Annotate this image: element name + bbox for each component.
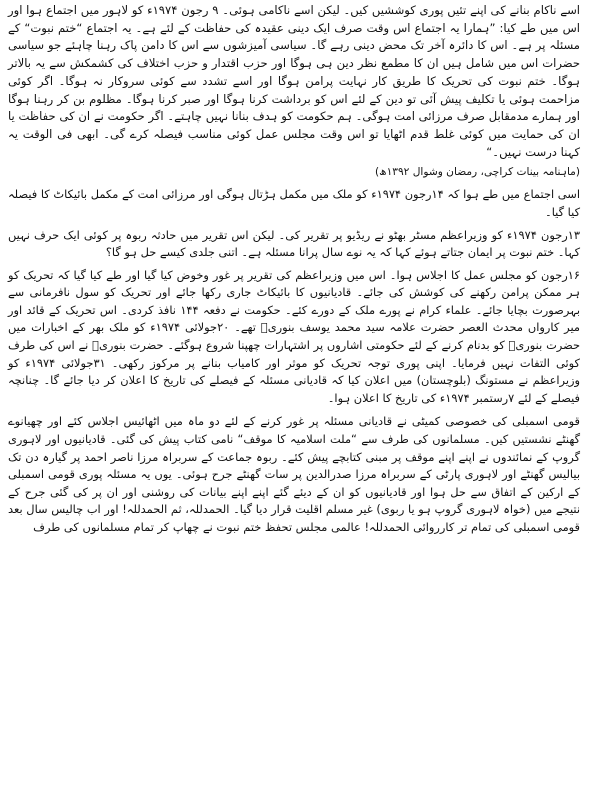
quoted-resolution: اسے ناکام بنانے کی اپنے تئیں پوری کوششیں کیں۔ لیکن اسے ناکامی ہوئی۔ ۹ رجون ۱۹۷۴ء کو لاہور میں اجتماع ہوا اور اس میں طے کیا: ”ہمارا یہ اجتماع اس وقت صرف ایک دینی عقیدہ کی حفاظت کے لئے ہے۔ یہ اجتماع “ختم نبوت“ کے مسئلہ پر ہے۔ اس کا دائرہ آخر تک محض دینی رہے گا۔ سیاسی آمیزشوں سے اس کا دامن پاک رہنا چاہئے جو سیاسی حضرات اس میں شامل ہیں ان کا مطمع نظر دین ہی ہوگا اور حزب اقتدار و حزب اختلاف کی کشمکش سے یہ بالاتر ہوگا۔ ختم نبوت کی تحریک کا طریق کار نہایت پرامن ہوگا اور اسے تشدد سے کوئی سروکار نہ ہوگا۔ اگر کوئی مزاحمت ہوئی یا تکلیف پیش آئی تو دین کے لئے اس کو برداشت کرنا ہوگا اور صبر کرنا ہوگا۔ مظلوم بن کر رہنا ہوگا اور ہمارے مدمقابل صرف مرزائی امت ہوگی۔ ہم حکومت کو ہدف بنانا نہیں چاہتے۔ اگر حکومت نے ان کی حفاظت یا ان کی حمایت میں کوئی غلط قدم اٹھایا تو اس وقت مجلس عمل کوئی مناسب فیصلہ کرے گی۔ ابھی فی الوقت یہ کہنا درست نہیں۔“: [8, 3, 581, 159]
citation: (ماہنامہ بینات کراچی، رمضان وشوال ۱۳۹۲ھ): [375, 166, 580, 179]
paragraph: ۱۶رجون کو مجلس عمل کا اجلاس ہوا۔ اس میں وزیراعظم کی تقریر پر غور وخوض کیا گیا اور طے کیا گیا کہ تحریک کو ہر ممکن پرامن رکھنے کی کوشش کی جائے۔ قادیانیوں کا بائیکاٹ جاری رکھا جائے اور تحریک کو سول نافرمانی سے بہرصورت بچایا جائے۔ علماء کرام نے پورے ملک کے دورے کئے۔ حکومت نے دفعہ ۱۴۴ نافذ کردی۔ اس تحریک کے قائد اور میر کارواں محدث العصر حضرت علامہ سید محمد یوسف بنوریؒ تھے۔ ۲۰جولائی ۱۹۷۴ء کو ملک بھر کے اخبارات میں حضرت بنوریؒ کو بدنام کرنے کے لئے حکومتی اشاروں پر اشتہارات چھپنا شروع ہوگئے۔ حضرت بنوریؒ نے اس کی طرف کوئی التفات نہیں فرمایا۔ اپنی پوری توجہ تحریک کو موثر اور کامیاب بنانے پر مرکوز رکھی۔ ۳۱جولائی ۱۹۷۴ء کو وزیراعظم نے مستونگ (بلوچستان) میں اعلان کیا کہ قادیانی مسئلہ کے فیصلے کی تاریخ کا اعلان کر دیا جائے گا۔ چنانچہ فیصلے کے لئے ۷رستمبر ۱۹۷۴ء کی تاریخ کا اعلان ہوا۔: [8, 267, 580, 405]
paragraph: ۱۳رجون ۱۹۷۴ء کو وزیراعظم مسٹر بھٹو نے ریڈیو پر تقریر کی۔ لیکن اس تقریر میں حادثہ ربوہ پر کوئی ایک حرف نہیں کہا۔ ختم نبوت پر ایمان جتاتے ہوئے کہا کہ یہ نوے سال پرانا مسئلہ ہے۔ اتنی جلدی کیسے حل ہو گا؟: [8, 227, 580, 260]
paragraph: قومی اسمبلی کی خصوصی کمیٹی نے قادیانی مسئلہ پر غور کرنے کے لئے دو ماہ میں اٹھائیس اجلاس کئے اور چھیانوے گھنٹے نشستیں کیں۔ مسلمانوں کی طرف سے “ملت اسلامیہ کا موقف“ نامی کتاب پیش کی گئی۔ قادیانیوں اور لاہوری گروپ کے نمائندوں نے اپنے اپنے موقف پر مبنی کتابچے پیش کئے۔ ربوہ جماعت کے سربراہ مرزا ناصر احمد پر گیارہ دن تک بیالیس گھنٹے اور لاہوری پارٹی کے سربراہ مرزا صدرالدین پر سات گھنٹے جرح ہوئی۔ یوں یہ مسئلہ پوری قومی اسمبلی کے ارکین کے اتفاق سے حل ہوا اور قادیانیوں کو ان کے دیئے گئے اپنے اپنے بیانات کی روشنی اور ان پر کی گئی جرح کے نتیجے میں (خواہ لاہوری گروپ ہو یا ربوی) غیر مسلم اقلیت قرار دیا گیا۔ الحمدللہ، ثم الحمدللہ! اور اب چالیس سال بعد قومی اسمبلی کی تمام تر کارروائی الحمدللہ! عالمی مجلس تحفظ ختم نبوت نے چھاپ کر تمام مسلمانوں کی طرف: [8, 414, 580, 535]
paragraph: اسی اجتماع میں طے ہوا کہ ۱۴رجون ۱۹۷۴ء کو ملک میں مکمل ہڑتال ہوگی اور مرزائی امت کے مکمل بائیکاٹ کا فیصلہ کیا گیا۔: [8, 187, 580, 219]
